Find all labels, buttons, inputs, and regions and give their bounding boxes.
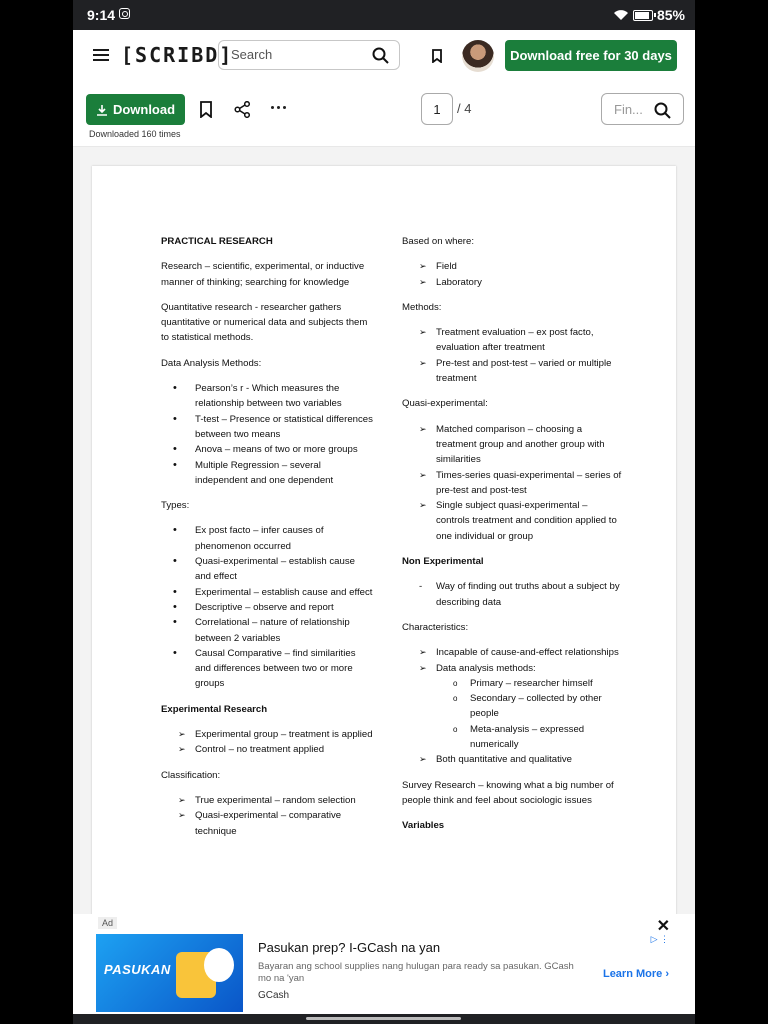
list-item: • Causal Comparative – find similarities and differences between two or more groups [161,646,373,692]
list-item: ➢ Pre-test and post-test – varied or multiple treatment [402,356,622,387]
ad-label: Ad [98,917,117,929]
list-item: • Correlational – nature of relationship between 2 variables [161,615,373,646]
arrow-list [161,727,373,758]
page-number-input[interactable]: 1 [421,93,453,125]
list-item: • Descriptive – observe and report [161,600,373,615]
arrow-list [161,793,373,839]
doc-heading: Characteristics: [402,621,469,633]
screenshot-icon [119,8,130,19]
sub-list-item: o Secondary – collected by other people [436,691,622,722]
arrow-list [402,645,622,767]
list-item: - Way of finding out truths about a subject by describing data [402,579,622,610]
list-item: ➢ True experimental – random selection [161,793,373,808]
doc-heading: Experimental Research [161,703,268,715]
list-item: ➢ Incapable of cause-and-effect relationships [402,645,622,660]
learn-more-label: Learn More [602,968,663,980]
ad-description: Bayaran ang school supplies nang hulugan para ready sa pasukan. GCash mo na 'yan [258,961,574,984]
ad-body[interactable] [258,940,588,1001]
list-item: ➢ Laboratory [402,275,622,290]
list-item: • Multiple Regression – several independent and one dependent [161,458,373,489]
ad-banner[interactable] [73,914,695,1014]
wifi-icon [613,9,629,21]
bookmark-icon[interactable] [199,101,213,118]
doc-heading: Classification: [161,769,221,781]
find-placeholder: Fin... [614,102,643,117]
doc-heading: Types: [161,500,190,512]
avatar[interactable] [462,40,494,72]
list-item-text: Data analysis methods: [436,662,536,674]
page-total: / 4 [457,101,472,116]
search-input[interactable] [218,40,400,70]
system-nav-bar [73,1014,695,1024]
scribd-logo[interactable]: [SCRIBD] [121,43,234,67]
list-item: ➢ Single subject quasi-experimental – controls treatment and condition applied to one individual or group [402,498,622,544]
ad-image[interactable] [96,934,243,1012]
list-item: ➢ Field [402,259,622,274]
battery-level: 85% [656,7,685,23]
list-item: • Anova – means of two or more groups [161,442,373,457]
doc-paragraph: Quantitative research - researcher gathers quantitative or numerical data and subjects them to statistical methods. [161,301,368,344]
doc-paragraph: Survey Research – knowing what a big number of people think and feel about sociologic issues [402,779,614,806]
doc-heading: Based on where: [402,236,474,247]
arrow-list [402,422,622,544]
bullet-list [161,523,373,691]
document-page [92,166,676,926]
bullet-list [161,381,373,488]
status-bar [73,0,695,30]
search-placeholder: Search [231,47,273,62]
doc-heading: Data Analysis Methods: [161,357,262,369]
mascot-illustration [204,948,234,982]
list-item: • Quasi-experimental – establish cause and effect [161,554,373,585]
learn-more-button[interactable] [603,968,669,980]
list-item: • T-test – Presence or statistical differences between two means [161,412,373,443]
more-options-icon[interactable] [271,106,286,109]
right-column [402,234,622,844]
close-icon[interactable]: ✕ [656,918,670,935]
share-icon[interactable] [234,101,251,118]
left-column [161,234,373,849]
arrow-list [402,259,622,290]
ad-image-text: PASUKAN [104,962,171,977]
doc-title: PRACTICAL RESEARCH [161,236,273,247]
arrow-list [402,325,622,386]
list-item: ➢ Both quantitative and qualitative [402,752,622,767]
search-icon[interactable] [372,47,389,64]
ad-title: Pasukan prep? I-GCash na yan [258,940,441,955]
sub-list [436,676,622,752]
list-item: ➢ Experimental group – treatment is applied [161,727,373,742]
ad-choices-icon[interactable]: ▷ ⋮ [650,934,669,944]
list-item: • Experimental – establish cause and effect [161,585,373,600]
sub-list-item: o Meta-analysis – expressed numerically [436,722,622,753]
menu-icon[interactable] [93,49,109,61]
download-button[interactable] [86,94,185,125]
top-nav [73,30,695,83]
doc-heading: Non Experimental [402,556,484,568]
download-label: Download [112,102,176,117]
list-item: • Ex post facto – infer causes of phenomenon occurred [161,523,373,554]
list-item: ➢ Control – no treatment applied [161,742,373,757]
doc-heading: Quasi-experimental: [402,398,488,410]
doc-heading: Methods: [402,301,442,313]
find-in-document-input[interactable] [601,93,684,125]
list-item: ➢ Times-series quasi-experimental – series of pre-test and post-test [402,468,622,499]
list-item: ➢ Matched comparison – choosing a treatment group and another group with similarities [402,422,622,468]
ad-brand: GCash [258,990,290,1001]
doc-paragraph: Research – scientific, experimental, or inductive manner of thinking; searching for knowledge [161,261,365,288]
doc-heading: Variables [402,820,445,832]
saved-icon[interactable] [431,49,443,63]
dash-list [402,579,622,610]
download-icon [96,104,108,116]
document-viewer[interactable] [73,147,695,914]
download-free-button[interactable]: Download free for 30 days [505,40,677,71]
list-item: ➢ Treatment evaluation – ex post facto, evaluation after treatment [402,325,622,356]
list-item: ➢ Quasi-experimental – comparative technique [161,808,373,839]
status-right [613,7,685,23]
list-item: • Pearson’s r - Which measures the relationship between two variables [161,381,373,412]
sub-list-item: o Primary – researcher himself [436,676,622,691]
home-gesture-handle[interactable] [306,1017,461,1020]
find-search-icon[interactable] [654,102,671,119]
document-toolbar [73,82,695,147]
chevron-right-icon: › [665,968,669,980]
status-time: 9:14 [87,7,116,23]
screen [73,0,695,1024]
download-count: Downloaded 160 times [89,129,181,139]
battery-icon [633,10,653,21]
list-item [402,661,622,753]
